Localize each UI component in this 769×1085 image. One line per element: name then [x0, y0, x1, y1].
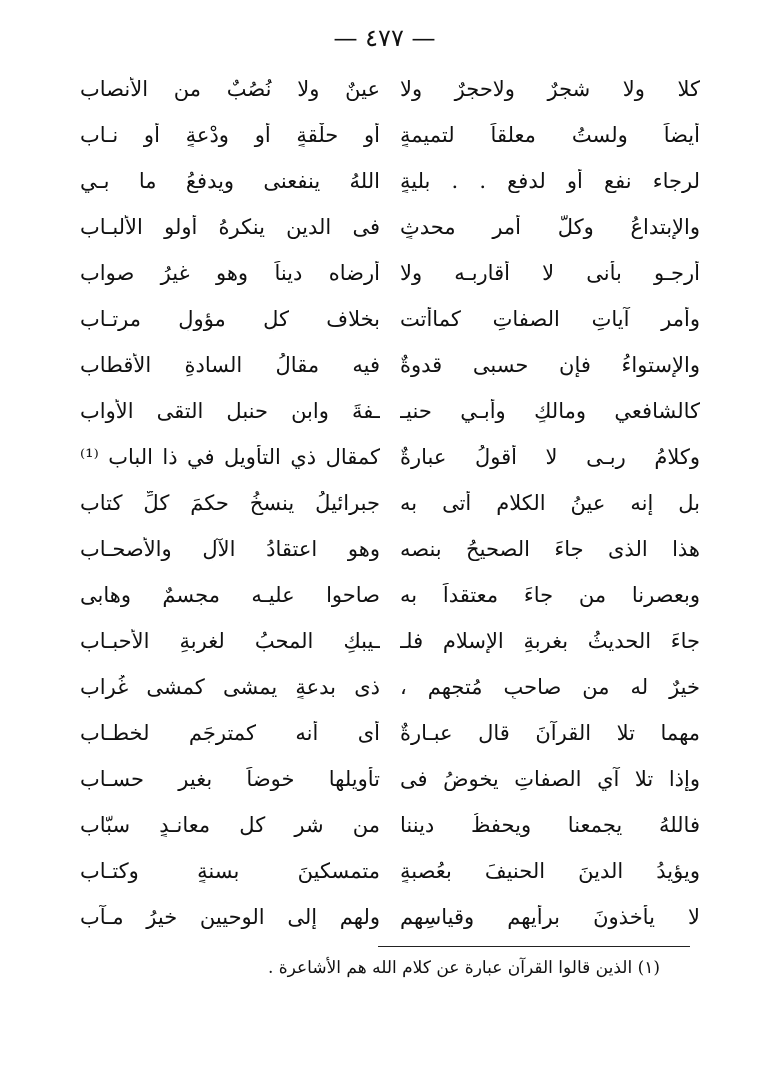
verse-second-hemistich: فى الدينِ ينكرهُ أولو الألبـاب — [80, 215, 380, 239]
verse-second-hemistich: فيه مقالُ السادةِ الأقطاب — [80, 353, 380, 377]
verse-first-hemistich: لا يأخذونَ برأيهم وقياسِهم — [400, 905, 700, 929]
verse-line — [80, 204, 700, 250]
verse-second-hemistich: من شر كلِ معانـدٍ سبّاب — [80, 813, 380, 837]
verse-second-hemistich: اللهُ ينفعنى ويدفعُ ما بـي — [80, 169, 380, 193]
verse-line — [80, 158, 700, 204]
verse-first-hemistich: ويؤيدُ الدينَ الحنيفَ بعُصبةٍ — [400, 859, 700, 883]
verse-first-hemistich: بل إنه عينُ الكلامِ أتى به — [400, 491, 700, 515]
verse-line — [80, 250, 700, 296]
verse-first-hemistich: وبعصرنا من جاءَ معتقداً به — [400, 583, 700, 607]
verse-first-hemistich: جاءَ الحديثُ بغربةِ الإسلامِ فلـ — [400, 629, 700, 653]
verse-line — [80, 66, 700, 112]
verse-second-hemistich: صاحوا عليـه مجسمٌ وهابى — [80, 583, 380, 607]
verse-second-hemistich: عينٌ ولا نُصُبٌ من الأنصاب — [80, 77, 380, 101]
verse-line — [80, 296, 700, 342]
verse-line — [80, 342, 700, 388]
verse-second-hemistich: جبرائيلُ ينسخُ حكمَ كلِّ كتاب — [80, 491, 380, 515]
verse-second-hemistich: ـفةَ وابنِ حنبلِ التقى الأواب — [80, 399, 380, 423]
verse-second-hemistich: وهو اعتقادُ الآلِ والأصحـاب — [80, 537, 380, 561]
page-number: — ٤٧٧ — — [333, 24, 436, 52]
verse-first-hemistich: والإبتداعُ وكلُّ أمرٍ محدثٍ — [400, 215, 700, 239]
verse-second-hemistich: ـيبكِ المحبُ لغربةِ الأحبـاب — [80, 629, 380, 653]
verse-line — [80, 480, 700, 526]
verse-first-hemistich: والإستواءُ فإن حسبى قدوةٌ — [400, 353, 700, 377]
verse-second-hemistich: أى أنه كمترجَمٍ لخطـاب — [80, 721, 380, 745]
verse-first-hemistich: لرجاء نفع أو لدفع . . بليةٍ — [400, 169, 700, 193]
verse-first-hemistich: أرجـو بأنى لا أقاربـه ولا — [400, 261, 700, 285]
verse-second-hemistich: بخلاف كلِ مؤولٍ مرتـاب — [80, 307, 380, 331]
verse-second-hemistich: أرضاه ديناً وهو غيرُ صواب — [80, 261, 380, 285]
verse-line — [80, 848, 700, 894]
poem — [80, 66, 700, 940]
verse-line — [80, 526, 700, 572]
verse-line — [80, 434, 700, 480]
verse-second-hemistich: كمقالِ ذي التأويلِ في ذا الباب ⁽¹⁾ — [80, 445, 380, 469]
verse-line — [80, 756, 700, 802]
verse-first-hemistich: وأمر آياتِ الصفاتِ كماأتت — [400, 307, 700, 331]
footnote: (١) الذين قالوا القرآن عبارة عن كلام الله هم الأشاعرة . — [267, 958, 660, 978]
verse-first-hemistich: هذا الذى جاءَ الصحيحُ بنصه — [400, 537, 700, 561]
verse-first-hemistich: فاللهُ يجمعنا ويحفظُ ديننا — [400, 813, 700, 837]
verse-second-hemistich: متمسكينَ بسنةٍ وكتـاب — [80, 859, 380, 883]
verse-first-hemistich: كالشافعي ومالكٍ وأبـي حنيـ — [400, 399, 700, 423]
verse-first-hemistich: خيرٌ له من صاحبٍ مُتجهمٍ ، — [400, 675, 700, 699]
verse-second-hemistich: أو حلْقةٍ أو ودْعةٍ أو نـاب — [80, 123, 380, 147]
verse-line — [80, 388, 700, 434]
verse-first-hemistich: وإذا تلا آي الصفاتِ يخوضُ فى — [400, 767, 700, 791]
verse-first-hemistich: مهما تلا القرآنَ قال عبـارةٌ — [400, 721, 700, 745]
verse-line — [80, 112, 700, 158]
footnote-divider — [378, 946, 690, 947]
verse-line — [80, 572, 700, 618]
verse-first-hemistich: أيضاً ولستُ معلقاً لتميمةٍ — [400, 123, 700, 147]
verse-line — [80, 710, 700, 756]
verse-line — [80, 894, 700, 940]
verse-line — [80, 618, 700, 664]
verse-first-hemistich: كلا ولا شجرٌ ولاحجرٌ ولا — [400, 77, 700, 101]
verse-second-hemistich: ولهم إلى الوحيينِ خيرُ مـآب — [80, 905, 380, 929]
verse-second-hemistich: ذى بدعةٍ يمشى كمشى غُراب — [80, 675, 380, 699]
verse-line — [80, 664, 700, 710]
verse-first-hemistich: وكلامُ ربـى لا أقولُ عبارةٌ — [400, 445, 700, 469]
verse-second-hemistich: تأويلها خوضاً بغيرِ حسـاب — [80, 767, 380, 791]
verse-line — [80, 802, 700, 848]
